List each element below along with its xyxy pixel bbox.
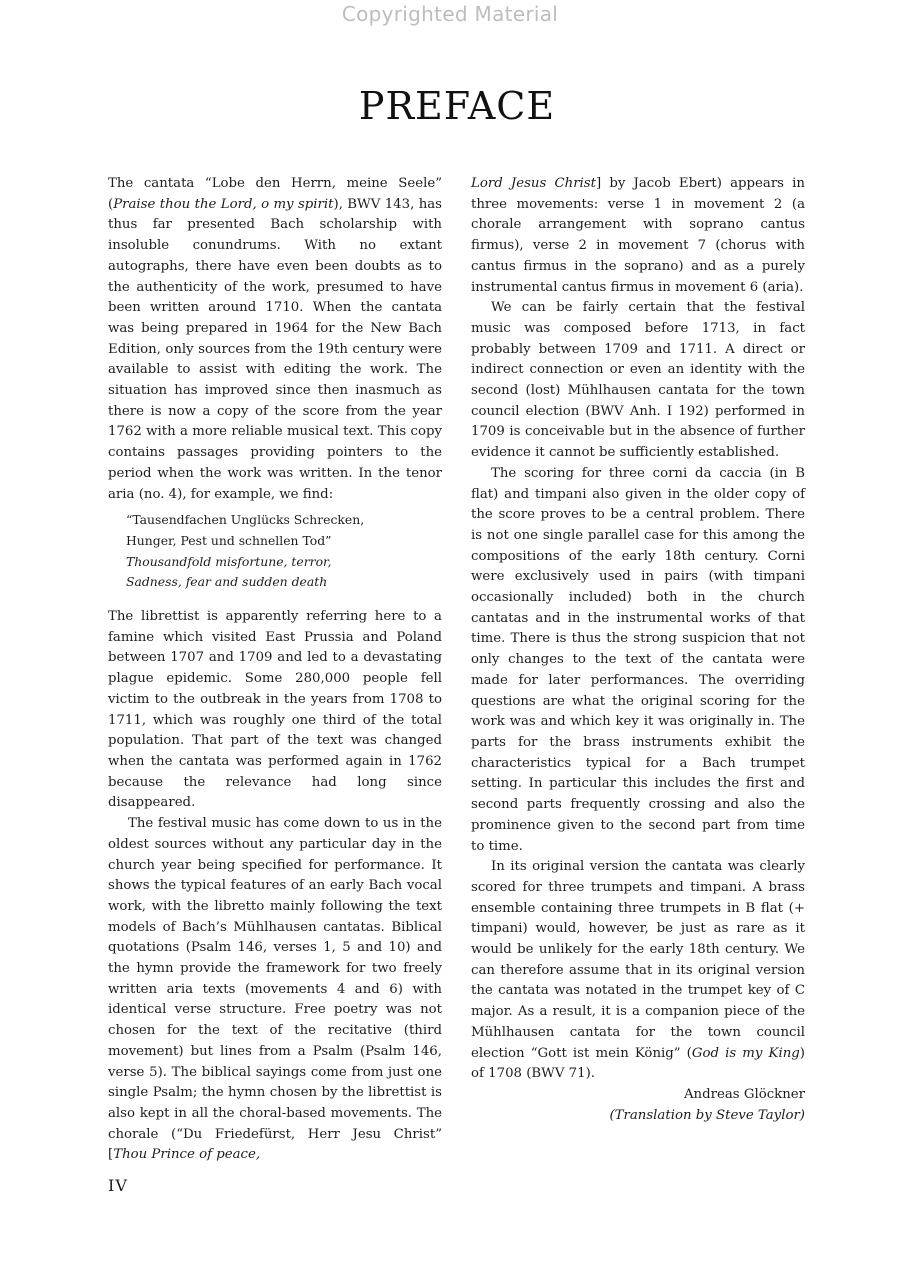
author-signature: Andreas Glöckner bbox=[683, 1086, 805, 1102]
aria-quotation bbox=[126, 510, 442, 593]
page-number: IV bbox=[108, 1176, 128, 1195]
quote-line-2: Hunger, Pest und schnellen Tod” bbox=[126, 532, 332, 548]
quote-line-1: “Tausendfachen Unglücks Schrecken, bbox=[126, 512, 365, 528]
left-column bbox=[108, 174, 442, 1166]
paragraph-3-continued: Lord Jesus Christ] by Jacob Ebert) appears in three movements: verse 1 in movement 2 (a chorale arrangement with soprano cantus firmus), verse 2 in movement 7 (chorus with cantus firmus in the soprano) and as a purely instrumental cantus firmus in movement 6 (aria). bbox=[471, 176, 805, 295]
page-title: PREFACE bbox=[358, 84, 556, 128]
paragraph-3: The festival music has come down to us in the oldest sources without any particular day in the church year being specified for performance. It shows the typical features of an early Bach vocal work, with the libretto mainly following the text models of Bach’s Mühlhausen cantatas. Biblical quotations (Psalm 146, verses 1, 5 and 10) and the hymn provide the framework for two freely written aria texts (movements 4 and 6) with identical verse structure. Free poetry was not chosen for the text of the recitative (third movement) but lines from a Psalm (Psalm 146, verse 5). The biblical sayings come from just one single Psalm; the hymn chosen by the librettist is also kept in all the choral-based movements. The chorale (“Du Friedefürst, Herr Jesu Christ” [Thou Prince of peace, bbox=[108, 816, 442, 1163]
paragraph-5: The scoring for three corni da caccia (in B flat) and timpani also given in the older copy of the score proves to be a central problem. There is not one single parallel case for this among the compositions of the early 18th century. Corni were exclusively used in pairs (with timpani occasionally included) both in the church cantatas and in the instrumental works of that time. There is thus the strong suspicion that not only changes to the text of the cantata were made for later performances. The overriding questions are what the original scoring for the work was and which key it was originally in. The parts for the brass instruments exhibit the characteristics typical for a Bach trumpet setting. In particular this includes the first and second parts frequently crossing and also the prominence given to the second part from time to time. bbox=[471, 465, 805, 854]
paragraph-6: In its original version the cantata was clearly scored for three trumpets and timpani. A brass ensemble containing three trumpets in B flat (+ timpani) would, however, be just as rare as it would be unlikely for the early 18th century. We can therefore assume that in its original version the cantata was notated in the trumpet key of C major. As a result, it is a companion piece of the Mühlhausen cantata for the town council election “Gott ist mein König” (God is my King) of 1708 (BWV 71). bbox=[471, 859, 805, 1082]
paragraph-1: The cantata “Lobe den Herrn, meine Seele” (Praise thou the Lord, o my spirit), BWV 143, has thus far presented Bach scholarship with insoluble conundrums. With no extant autographs, there have even been doubts as to the authenticity of the work, presumed to have been written around 1710. When the cantata was being prepared in 1964 for the New Bach Edition, only sources from the 19th century were available to assist with editing the work. The situation has improved since then inasmuch as there is now a copy of the score from the year 1762 with a more reliable musical text. This copy contains passages providing pointers to the period when the work was written. In the tenor aria (no. 4), for example, we find: bbox=[108, 176, 443, 502]
quote-translation-2: Sadness, fear and sudden death bbox=[126, 574, 328, 590]
paragraph-2: The librettist is apparently referring here to a famine which visited East Prussia and Poland between 1707 and 1709 and led to a devastating plague epidemic. Some 280,000 people fell victim to the outbreak in the years from 1708 to 1711, which was roughly one third of the total population. That part of the text was changed when the cantata was performed again in 1762 because the relevance had long since disappeared. bbox=[108, 609, 442, 811]
right-column bbox=[471, 174, 805, 1126]
paragraph-4: We can be fairly certain that the festival music was composed before 1713, in fact probably between 1709 and 1711. A direct or indirect connection or even an identity with the second (lost) Mühlhausen cantata for the town council election (BWV Anh. I 192) performed in 1709 is conceivable but in the absence of further evidence it cannot be sufficiently established. bbox=[471, 300, 805, 461]
copyright-watermark: Copyrighted Material bbox=[341, 2, 559, 26]
translator-credit: (Translation by Steve Taylor) bbox=[609, 1107, 805, 1123]
quote-translation-1: Thousandfold misfortune, terror, bbox=[126, 553, 332, 569]
